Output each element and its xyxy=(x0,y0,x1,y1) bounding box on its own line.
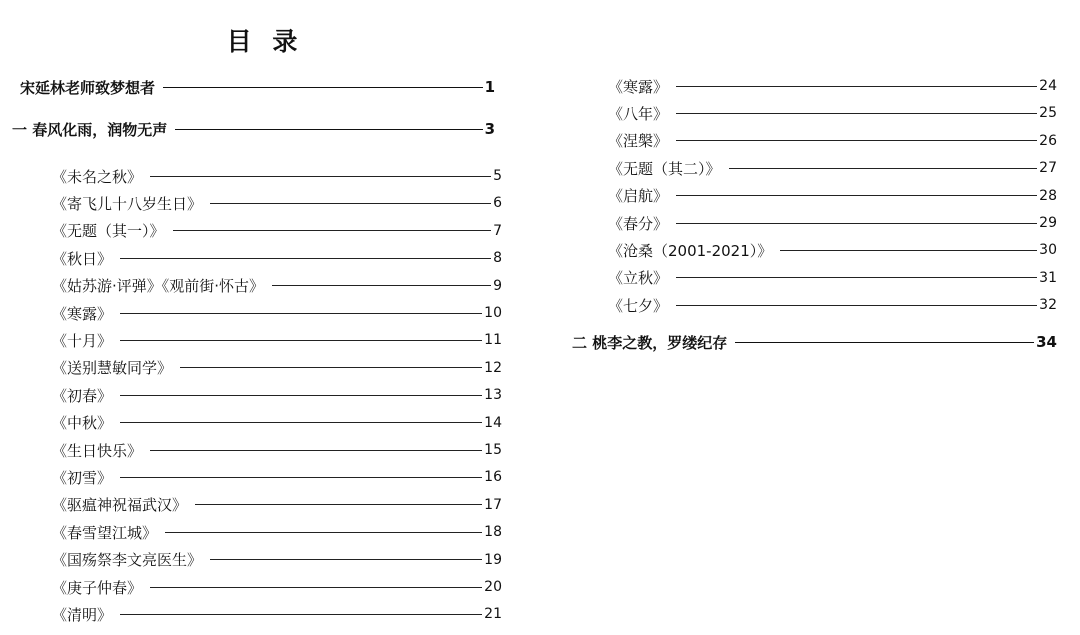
leader-line xyxy=(780,250,1037,251)
toc-entry xyxy=(608,131,1057,151)
toc-entry xyxy=(608,186,1057,206)
toc-page-number: 14 xyxy=(484,414,502,431)
toc-entry xyxy=(52,440,502,460)
toc-page-number: 12 xyxy=(484,359,502,376)
toc-entry-label: 《春雪望江城》 xyxy=(52,523,158,542)
toc-entry-label: 《生日快乐》 xyxy=(52,441,143,460)
toc-page-number: 1 xyxy=(484,78,495,96)
toc-page-number: 26 xyxy=(1039,132,1057,149)
leader-line xyxy=(150,176,491,177)
toc-entry xyxy=(608,76,1057,96)
toc-page-number: 18 xyxy=(484,524,502,541)
toc-entry-label: 《寒露》 xyxy=(608,77,669,96)
toc-page-number: 13 xyxy=(484,387,502,404)
leader-line xyxy=(120,477,482,478)
toc-entry-label: 《寒露》 xyxy=(52,304,113,323)
toc-page-number: 34 xyxy=(1036,333,1057,351)
toc-entry-label: 《立秋》 xyxy=(608,269,669,288)
leader-line xyxy=(120,395,482,396)
leader-line xyxy=(165,532,482,533)
toc-section-2 xyxy=(572,332,1057,352)
leader-line xyxy=(120,422,482,423)
toc-entry xyxy=(608,213,1057,233)
toc-page-number: 6 xyxy=(493,195,502,212)
toc-entry xyxy=(52,166,502,186)
toc-entry-preface xyxy=(20,77,495,97)
toc-entry-label: 《无题（其二）》 xyxy=(608,159,721,178)
toc-entry xyxy=(52,276,502,296)
toc-entry-label: 《八年》 xyxy=(608,104,669,123)
leader-line xyxy=(676,277,1037,278)
toc-page-number: 5 xyxy=(493,168,502,184)
toc-page-number: 15 xyxy=(484,442,502,458)
toc-page-number: 20 xyxy=(484,579,502,595)
toc-entry-label: 《涅槃》 xyxy=(608,132,669,151)
toc-entry-label: 《姑苏游·评弹》《观前街·怀古》 xyxy=(52,277,265,296)
toc-entry-label: 《国殇祭李文亮医生》 xyxy=(52,551,203,570)
toc-entry-label: 《启航》 xyxy=(608,187,669,206)
toc-page-number: 29 xyxy=(1039,215,1057,231)
toc-entry-label: 《初雪》 xyxy=(52,468,113,487)
leader-line xyxy=(676,223,1037,224)
toc-entry-label: 《庚子仲春》 xyxy=(52,578,143,597)
leader-line xyxy=(272,285,491,286)
toc-page-number: 19 xyxy=(484,551,502,568)
toc-entry xyxy=(52,467,502,487)
leader-line xyxy=(729,168,1038,169)
toc-entry-label: 《春分》 xyxy=(608,214,669,233)
leader-line xyxy=(163,87,483,88)
toc-page-number: 8 xyxy=(493,250,502,267)
toc-entry xyxy=(52,522,502,542)
toc-entry xyxy=(608,158,1057,178)
toc-section-1 xyxy=(12,119,495,139)
toc-entry xyxy=(52,193,502,213)
toc-entry xyxy=(52,577,502,597)
toc-entry-label: 《送别慧敏同学》 xyxy=(52,359,173,378)
toc-entry xyxy=(52,248,502,268)
toc-page-number: 16 xyxy=(484,469,502,486)
toc-page-number: 28 xyxy=(1039,187,1057,204)
toc-page-number: 17 xyxy=(484,496,502,513)
toc-entry xyxy=(52,495,502,515)
toc-entry-label: 《无题（其一）》 xyxy=(52,222,165,241)
leader-line xyxy=(735,342,1034,343)
leader-line xyxy=(676,113,1037,114)
toc-entry-label: 《沧桑（2001-2021）》 xyxy=(608,241,773,260)
page-title: 目 录 xyxy=(226,27,304,56)
toc-page-number: 3 xyxy=(484,120,495,138)
toc-entry-label: 二 桃李之教，罗缕纪存 xyxy=(572,333,728,352)
toc-entry xyxy=(52,550,502,570)
toc-page-number: 32 xyxy=(1039,297,1057,314)
leader-line xyxy=(150,450,482,451)
leader-line xyxy=(120,258,491,259)
leader-line xyxy=(173,230,492,231)
leader-line xyxy=(120,340,482,341)
leader-line xyxy=(180,367,482,368)
toc-entry-label: 《中秋》 xyxy=(52,414,113,433)
toc-page-number: 11 xyxy=(484,332,502,349)
leader-line xyxy=(676,140,1037,141)
toc-entry-label: 宋延林老师致梦想者 xyxy=(20,78,156,97)
toc-entry-label: 《清明》 xyxy=(52,605,113,624)
toc-entry xyxy=(608,103,1057,123)
leader-line xyxy=(120,614,482,615)
toc-entry xyxy=(608,268,1057,288)
toc-entry-label: 《未名之秋》 xyxy=(52,167,143,186)
toc-page-number: 30 xyxy=(1039,242,1057,259)
leader-line xyxy=(120,313,482,314)
toc-entry-label: 一 春风化雨，润物无声 xyxy=(12,120,168,139)
toc-page-number: 21 xyxy=(484,606,502,623)
toc-entry xyxy=(52,385,502,405)
toc-entry xyxy=(52,303,502,323)
toc-entry-label: 《七夕》 xyxy=(608,296,669,315)
toc-entry xyxy=(608,240,1057,260)
toc-entry-label: 《驱瘟神祝福武汉》 xyxy=(52,496,188,515)
toc-page-number: 10 xyxy=(484,305,502,321)
leader-line xyxy=(195,504,482,505)
toc-entry xyxy=(52,330,502,350)
toc-entry-label: 《寄飞儿十八岁生日》 xyxy=(52,194,203,213)
toc-entry xyxy=(52,604,502,624)
leader-line xyxy=(210,203,491,204)
toc-page-number: 25 xyxy=(1039,105,1057,122)
leader-line xyxy=(175,129,482,130)
toc-entry-label: 《秋日》 xyxy=(52,249,113,268)
leader-line xyxy=(150,587,482,588)
leader-line xyxy=(210,559,482,560)
toc-page-number: 9 xyxy=(493,277,502,294)
toc-page-number: 7 xyxy=(493,222,502,239)
toc-entry-label: 《初春》 xyxy=(52,386,113,405)
leader-line xyxy=(676,305,1037,306)
toc-page-number: 27 xyxy=(1039,160,1057,177)
toc-page-number: 24 xyxy=(1039,78,1057,94)
leader-line xyxy=(676,86,1037,87)
toc-entry xyxy=(52,413,502,433)
toc-entry xyxy=(52,358,502,378)
toc-entry-label: 《十月》 xyxy=(52,331,113,350)
toc-entry xyxy=(608,295,1057,315)
toc-entry xyxy=(52,221,502,241)
leader-line xyxy=(676,195,1037,196)
toc-page-number: 31 xyxy=(1039,269,1057,286)
